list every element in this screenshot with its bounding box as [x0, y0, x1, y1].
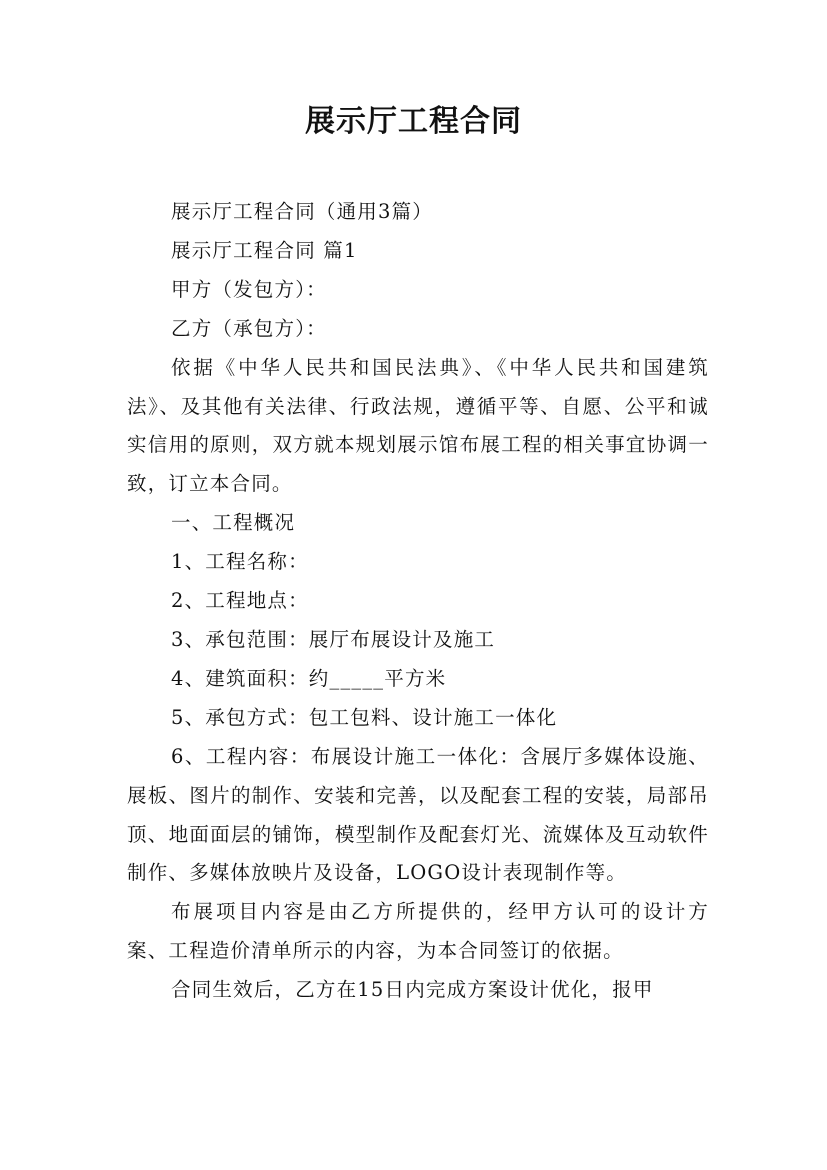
document-title: 展示厅工程合同: [305, 104, 522, 139]
list-item-area: 4、建筑面积：约_____平方米: [171, 666, 447, 690]
list-item-project-name: 1、工程名称：: [171, 550, 309, 574]
paragraph-basis-content: 布展项目内容是由乙方所提供的，经甲方认可的设计方案、工程造价清单所示的内容，为本合同签订的依据。: [127, 900, 709, 963]
paragraph-party-b: 乙方（承包方）：: [171, 316, 327, 340]
list-item-project-location: 2、工程地点：: [171, 589, 309, 613]
list-item-scope: 3、承包范围：展厅布展设计及施工: [171, 627, 496, 651]
paragraph-party-a: 甲方（发包方）：: [171, 277, 327, 301]
paragraph-legal-basis: 依据《中华人民共和国民法典》、《中华人民共和国建筑法》、及其他有关法律、行政法规，遵循平等、自愿、公平和诚实信用的原则，双方就本规划展示馆布展工程的相关事宜协调一致，订立本合同。: [127, 355, 709, 496]
list-item-project-content: 6、工程内容：布展设计施工一体化：含展厅多媒体设施、展板、图片的制作、安装和完善，以及配套工程的安装，局部吊顶、地面面层的铺饰，模型制作及配套灯光、流媒体及互动软件制作、多媒体放映片及设备，LOGO设计表现制作等。: [127, 744, 709, 885]
paragraph-heading-part1: 展示厅工程合同 篇1: [171, 238, 358, 262]
paragraph-heading-collection: 展示厅工程合同（通用3篇）: [171, 200, 434, 223]
section-heading-overview: 一、工程概况: [171, 511, 296, 535]
list-item-contract-method: 5、承包方式：包工包料、设计施工一体化: [171, 705, 558, 729]
document-body: [127, 193, 709, 1010]
paragraph-after-effective: 合同生效后，乙方在15日内完成方案设计优化，报甲: [171, 978, 654, 1002]
